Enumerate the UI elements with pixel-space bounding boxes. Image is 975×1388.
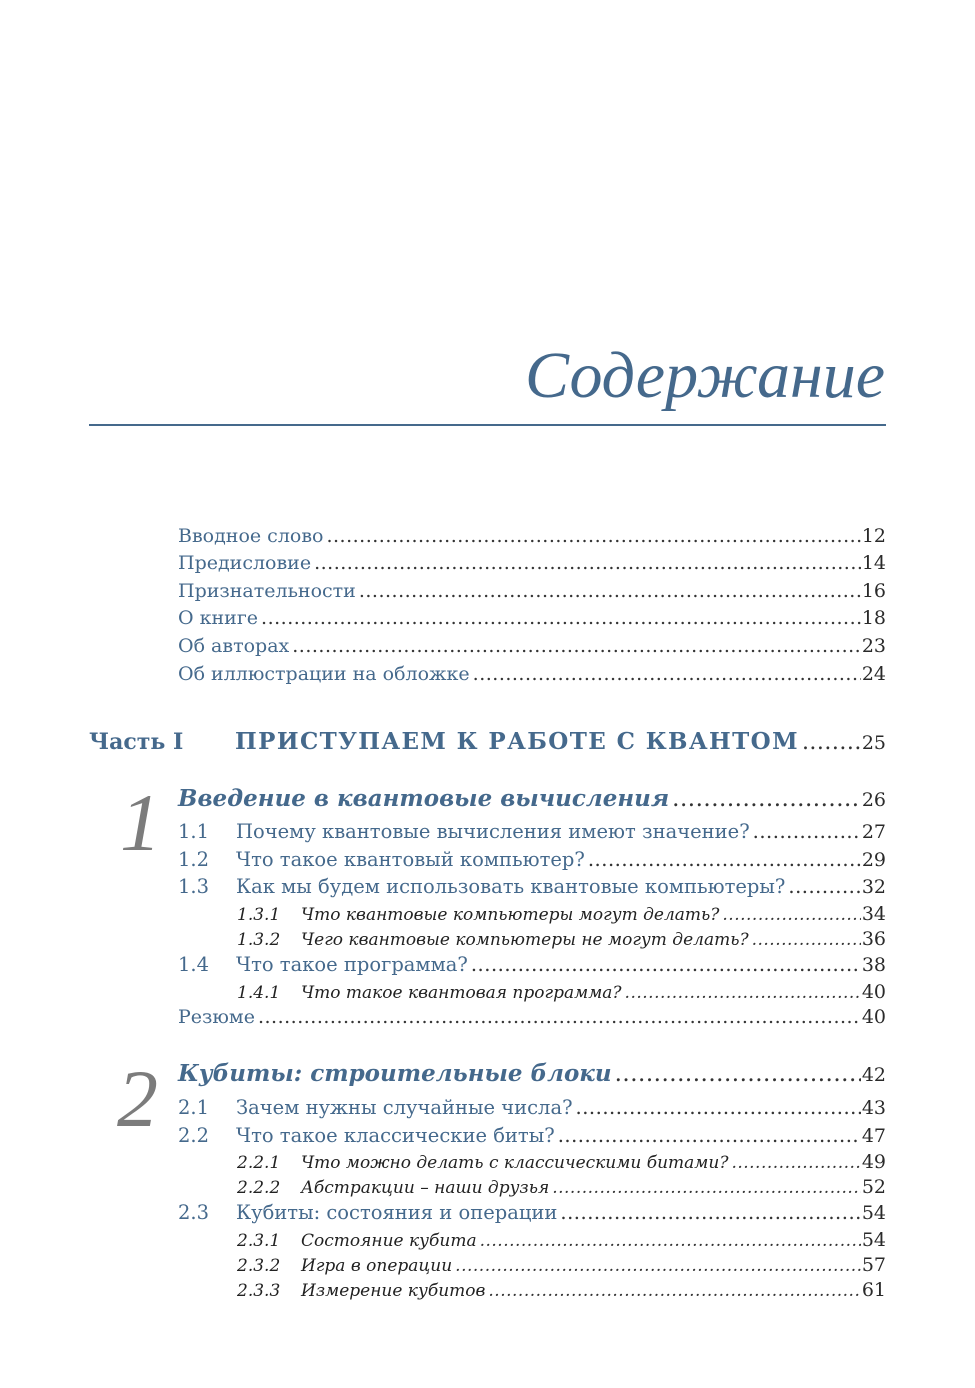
toc-entry-acknowledgements[interactable] xyxy=(178,580,886,602)
leader-dots xyxy=(314,552,861,574)
chapter-title: Кубиты: строительные блоки xyxy=(178,1060,612,1087)
leader-dots xyxy=(560,1201,860,1224)
subsection-title: Абстракции – наши друзья xyxy=(301,1178,550,1198)
page-number: 26 xyxy=(861,789,886,811)
chapter-title: Введение в квантовые вычисления xyxy=(178,785,670,812)
leader-dots xyxy=(261,607,861,629)
toc-chapter-2[interactable] xyxy=(178,1060,886,1087)
page-number: 29 xyxy=(861,849,886,871)
section-title: Почему квантовые вычисления имеют значение? xyxy=(236,820,750,843)
leader-dots xyxy=(788,875,860,898)
toc-subsection-2-3-2[interactable] xyxy=(237,1254,886,1276)
title-divider xyxy=(89,424,886,426)
section-title: Как мы будем использовать квантовые компьютеры? xyxy=(236,875,786,898)
subsection-title: Что квантовые компьютеры могут делать? xyxy=(301,905,720,925)
section-title: Зачем нужны случайные числа? xyxy=(236,1096,573,1119)
section-title: Что такое программа? xyxy=(236,953,468,976)
toc-subsection-1-3-1[interactable] xyxy=(237,903,886,925)
page-number: 27 xyxy=(861,821,886,843)
subsection-title: Состояние кубита xyxy=(301,1231,477,1251)
leader-dots xyxy=(326,525,860,547)
subsection-title: Измерение кубитов xyxy=(301,1281,486,1301)
page-number: 43 xyxy=(861,1097,886,1119)
page-number: 24 xyxy=(861,663,886,685)
page-number: 16 xyxy=(861,580,886,602)
subsection-number: 2.3.2 xyxy=(237,1256,281,1276)
toc-subsection-2-3-1[interactable] xyxy=(237,1229,886,1251)
page-number: 12 xyxy=(861,525,886,547)
page-number: 18 xyxy=(861,607,886,629)
subsection-title: Чего квантовые компьютеры не могут делать? xyxy=(301,930,749,950)
page-title: Содержание xyxy=(524,339,885,412)
toc-section-1-4[interactable] xyxy=(178,953,886,976)
page-number: 49 xyxy=(861,1151,886,1173)
leader-dots xyxy=(753,820,861,843)
section-number: 1.4 xyxy=(178,953,210,976)
leader-dots xyxy=(615,1061,861,1087)
chapter-number: 2 xyxy=(117,1053,158,1144)
toc-subsection-1-3-2[interactable] xyxy=(237,928,886,950)
toc-entry-about-authors[interactable] xyxy=(178,635,886,657)
page-number: 40 xyxy=(861,981,886,1003)
section-number: 2.2 xyxy=(178,1124,210,1147)
leader-dots xyxy=(672,786,861,812)
toc-subsection-2-3-3[interactable] xyxy=(237,1279,886,1301)
page-number: 54 xyxy=(861,1202,886,1224)
leader-dots xyxy=(359,580,861,602)
leader-dots xyxy=(558,1124,861,1147)
leader-dots xyxy=(471,953,861,976)
toc-entry-label: Признательности xyxy=(178,580,356,602)
toc-section-1-2[interactable] xyxy=(178,848,886,871)
subsection-number: 1.3.1 xyxy=(237,905,281,925)
page-number: 54 xyxy=(861,1229,886,1251)
toc-section-2-2[interactable] xyxy=(178,1124,886,1147)
section-title: Что такое квантовый компьютер? xyxy=(236,848,585,871)
toc-entry-summary[interactable] xyxy=(178,1006,886,1028)
subsection-title: Игра в операции xyxy=(301,1256,453,1276)
part-title: ПРИСТУПАЕМ К РАБОТЕ С КВАНТОМ xyxy=(235,728,799,755)
leader-dots xyxy=(473,663,861,685)
subsection-number: 1.3.2 xyxy=(237,930,281,950)
leader-dots xyxy=(752,930,861,950)
page-number: 36 xyxy=(861,928,886,950)
page-number: 34 xyxy=(861,903,886,925)
toc-entry-label: О книге xyxy=(178,607,259,629)
toc-chapter-1[interactable] xyxy=(178,785,886,812)
section-number: 1.1 xyxy=(178,820,210,843)
page-number: 14 xyxy=(861,552,886,574)
section-title: Что такое классические биты? xyxy=(236,1124,555,1147)
subsection-number: 1.4.1 xyxy=(237,983,281,1003)
toc-entry-foreword[interactable] xyxy=(178,525,886,547)
toc-section-2-1[interactable] xyxy=(178,1096,886,1119)
toc-entry-label: Об иллюстрации на обложке xyxy=(178,663,470,685)
leader-dots xyxy=(455,1256,861,1276)
leader-dots xyxy=(588,848,861,871)
toc-entry-label: Об авторах xyxy=(178,635,290,657)
toc-entry-label: Резюме xyxy=(178,1006,255,1028)
toc-section-1-3[interactable] xyxy=(178,875,886,898)
page-number: 57 xyxy=(861,1254,886,1276)
toc-entry-about-book[interactable] xyxy=(178,607,886,629)
page-number: 52 xyxy=(861,1176,886,1198)
page-number: 25 xyxy=(861,732,886,754)
page-number: 38 xyxy=(861,954,886,976)
toc-subsection-2-2-1[interactable] xyxy=(237,1151,886,1173)
leader-dots xyxy=(480,1231,861,1251)
section-number: 2.3 xyxy=(178,1201,210,1224)
toc-part-1[interactable] xyxy=(89,728,886,755)
leader-dots xyxy=(488,1281,860,1301)
subsection-number: 2.2.1 xyxy=(237,1153,281,1173)
toc-section-2-3[interactable] xyxy=(178,1201,886,1224)
leader-dots xyxy=(722,905,860,925)
toc-entry-label: Предисловие xyxy=(178,552,312,574)
section-number: 2.1 xyxy=(178,1096,210,1119)
toc-entry-about-cover[interactable] xyxy=(178,663,886,685)
subsection-number: 2.3.3 xyxy=(237,1281,281,1301)
leader-dots xyxy=(802,730,861,755)
leader-dots xyxy=(258,1006,861,1028)
toc-section-1-1[interactable] xyxy=(178,820,886,843)
part-label: Часть I xyxy=(89,729,184,755)
page-number: 47 xyxy=(861,1125,886,1147)
chapter-number: 1 xyxy=(120,777,161,868)
section-number: 1.3 xyxy=(178,875,210,898)
page-number: 32 xyxy=(861,876,886,898)
subsection-title: Что можно делать с классическими битами? xyxy=(301,1153,729,1173)
toc-subsection-2-2-2[interactable] xyxy=(237,1176,886,1198)
page-number: 61 xyxy=(861,1279,886,1301)
subsection-title: Что такое квантовая программа? xyxy=(301,983,622,1003)
page-number: 40 xyxy=(861,1006,886,1028)
leader-dots xyxy=(731,1153,860,1173)
section-number: 1.2 xyxy=(178,848,210,871)
page-number: 23 xyxy=(861,635,886,657)
toc-entry-label: Вводное слово xyxy=(178,525,324,547)
section-title: Кубиты: состояния и операции xyxy=(236,1201,558,1224)
leader-dots xyxy=(292,635,861,657)
toc-entry-preface[interactable] xyxy=(178,552,886,574)
subsection-number: 2.2.2 xyxy=(237,1178,281,1198)
leader-dots xyxy=(552,1178,861,1198)
leader-dots xyxy=(625,983,861,1003)
subsection-number: 2.3.1 xyxy=(237,1231,281,1251)
leader-dots xyxy=(576,1096,861,1119)
toc-subsection-1-4-1[interactable] xyxy=(237,981,886,1003)
page-number: 42 xyxy=(861,1064,886,1086)
